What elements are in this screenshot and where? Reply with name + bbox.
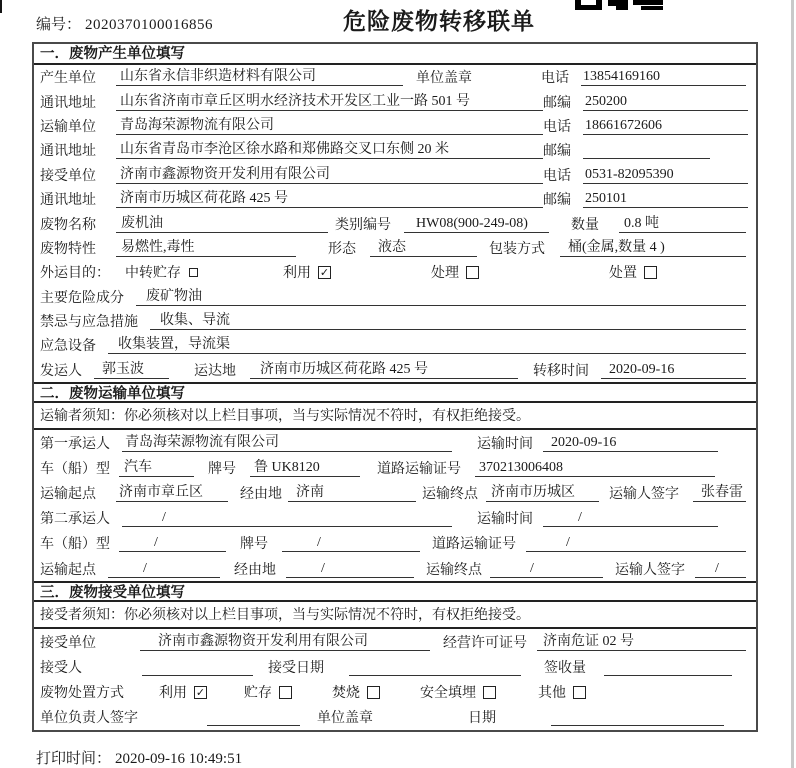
vehicle-type-label: 车（船）型 (40, 461, 110, 477)
quantity-field: 0.8 吨 (619, 215, 746, 233)
permit-label: 经营许可证号 (443, 635, 527, 651)
equipment-field: 收集装置，导流渠 (108, 336, 746, 354)
permit-field: 济南危证 02 号 (537, 633, 746, 651)
accept-date-field (349, 658, 521, 676)
option-label: 安全填埋 (420, 686, 476, 702)
serial-number: 2020370100016856 (85, 17, 214, 33)
unit-seal-label: 单位盖章 (317, 711, 373, 727)
carrier1-label: 第一承运人 (40, 436, 110, 452)
endpoint-field: 济南市历城区 (486, 484, 599, 502)
disposal-option-utilize (159, 682, 207, 702)
print-time-label: 打印时间： (36, 751, 112, 767)
quantity-label: 数量 (571, 217, 599, 233)
endpoint-field: / (490, 560, 603, 578)
equipment-label: 应急设备 (40, 339, 96, 355)
checkbox-icon[interactable] (466, 266, 479, 279)
checkbox-icon[interactable] (189, 268, 198, 277)
transport-time-field: 2020-09-16 (543, 434, 718, 452)
checkbox-icon[interactable] (573, 686, 586, 699)
character-field: 易燃性,毒性 (116, 239, 296, 257)
endpoint-label: 运输终点 (426, 562, 482, 578)
row-vehicle1 (34, 455, 756, 480)
zip-label: 邮编 (543, 193, 571, 209)
acceptor-label: 接受人 (40, 660, 82, 676)
transporter-sign-label: 运输人签字 (609, 487, 679, 503)
hazard-field: 废矿物油 (136, 288, 746, 306)
page-edge-line (791, 0, 794, 768)
row-producer-address (34, 89, 756, 113)
receiver-notice: 接受者须知：你必须核对以上栏目事项，当与实际情况不符时，有权拒绝接受。 (34, 602, 756, 629)
form-label: 形态 (328, 241, 356, 257)
unit-seal-label: 单位盖章 (416, 71, 472, 87)
transfer-time-label: 转移时间 (533, 363, 589, 379)
section-transporter (34, 382, 756, 581)
option-label: 利用 (283, 266, 311, 282)
row-disposal-method (34, 680, 756, 705)
section-1-heading: 一．废物产生单位填写 (34, 44, 756, 65)
receive-unit-label: 接受单位 (40, 635, 96, 651)
row-route2 (34, 556, 756, 581)
producer-name-field: 山东省永信非织造材料有限公司 (116, 68, 403, 86)
transport-time-field: / (543, 509, 718, 527)
origin-label: 运输起点 (40, 487, 96, 503)
purpose-label: 外运目的： (40, 266, 110, 282)
carrier2-label: 第二承运人 (40, 512, 110, 528)
row-route1 (34, 480, 756, 505)
row-producer (34, 65, 756, 89)
disposal-method-label: 废物处置方式 (40, 686, 124, 702)
option-label: 处置 (609, 266, 637, 282)
transporter-address-field: 山东省青岛市李沧区徐水路和郑佛路交叉口东侧 20 米 (116, 141, 543, 159)
disposal-option-incinerate (332, 682, 380, 702)
address-label: 通讯地址 (40, 95, 96, 111)
producer-label: 产生单位 (40, 71, 96, 87)
row-waste-name (34, 211, 756, 235)
received-qty-field (604, 658, 732, 676)
phone-label: 电话 (543, 119, 571, 135)
destination-label: 运达地 (194, 363, 236, 379)
address-label: 通讯地址 (40, 144, 96, 160)
via-field: 济南 (288, 484, 416, 502)
purpose-option-treat (431, 262, 479, 282)
character-label: 废物特性 (40, 241, 96, 257)
receiver-name-field: 济南市鑫源物资开发利用有限公司 (116, 166, 543, 184)
transfer-time-field: 2020-09-16 (601, 361, 746, 379)
via-field: / (286, 560, 414, 578)
purpose-option-transfer-storage (125, 262, 198, 282)
phone-label: 电话 (541, 71, 569, 87)
producer-zip-field: 250200 (583, 93, 748, 111)
disposal-option-other (538, 682, 586, 702)
waste-name-field: 废机油 (116, 215, 328, 233)
row-transporter (34, 114, 756, 138)
disposal-option-landfill (420, 682, 496, 702)
producer-phone-field: 13854169160 (581, 68, 746, 86)
row-vehicle2 (34, 531, 756, 556)
road-license-label: 道路运输证号 (377, 461, 461, 477)
contraindication-label: 禁忌与应急措施 (40, 315, 138, 331)
origin-field: 济南市章丘区 (116, 484, 228, 502)
row-manager-sign (34, 705, 756, 730)
road-license-field: 370213006408 (475, 459, 715, 477)
purpose-option-dispose (609, 262, 657, 282)
transport-time-label: 运输时间 (477, 436, 533, 452)
endpoint-label: 运输终点 (422, 487, 478, 503)
category-code-label: 类别编号 (335, 217, 391, 233)
transporter-label: 运输单位 (40, 119, 96, 135)
page-title: 危险废物转移联单 (343, 9, 535, 34)
vehicle-type-label: 车（船）型 (40, 537, 110, 553)
receiver-phone-field: 0531-82095390 (583, 166, 748, 184)
option-label: 中转贮存 (125, 266, 181, 282)
section-2-heading: 二．废物运输单位填写 (34, 382, 756, 403)
row-receive-unit (34, 629, 756, 654)
date-label: 日期 (468, 711, 496, 727)
transporter-zip-field (583, 141, 710, 159)
received-qty-label: 签收量 (544, 660, 586, 676)
transporter-phone-field: 18661672606 (583, 117, 748, 135)
vehicle-type-field: / (119, 534, 226, 552)
via-label: 经由地 (240, 487, 282, 503)
receiver-address-field: 济南市历城区荷花路 425 号 (116, 190, 543, 208)
row-purpose (34, 260, 756, 284)
origin-label: 运输起点 (40, 562, 96, 578)
checkbox-checked-icon[interactable]: ✓ (319, 266, 330, 279)
row-contraindication (34, 309, 756, 333)
date-field (551, 708, 724, 726)
category-code-field: HW08(900-249-08) (404, 215, 549, 233)
zip-label: 邮编 (543, 144, 571, 160)
receiver-zip-field: 250101 (583, 190, 748, 208)
transport-time-label: 运输时间 (477, 512, 533, 528)
address-label: 通讯地址 (40, 193, 96, 209)
transporter-notice: 运输者须知：你必须核对以上栏目事项，当与实际情况不符时，有权拒绝接受。 (34, 403, 756, 430)
disposal-option-storage (244, 682, 292, 702)
option-label: 利用 (159, 686, 187, 702)
origin-field: / (108, 560, 220, 578)
option-label: 其他 (538, 686, 566, 702)
transporter-sign-field: / (695, 560, 746, 578)
row-equipment (34, 333, 756, 357)
plate-field: / (282, 534, 420, 552)
road-license-label: 道路运输证号 (432, 537, 516, 553)
purpose-option-utilize (283, 262, 331, 282)
plate-label: 牌号 (240, 537, 268, 553)
packaging-label: 包装方式 (489, 241, 545, 257)
waste-name-label: 废物名称 (40, 217, 96, 233)
zip-label: 邮编 (543, 95, 571, 111)
destination-field: 济南市历城区荷花路 425 号 (250, 361, 518, 379)
transporter-sign-label: 运输人签字 (615, 562, 685, 578)
manager-sign-label: 单位负责人签字 (40, 711, 138, 727)
option-label: 处理 (431, 266, 459, 282)
section-3-heading: 三．废物接受单位填写 (34, 581, 756, 602)
plate-field: 鲁 UK8120 (250, 459, 360, 477)
packaging-field: 桶(金属,数量 4 ) (560, 239, 746, 257)
via-label: 经由地 (234, 562, 276, 578)
row-receiver-address (34, 187, 756, 211)
road-license-field: / (526, 534, 746, 552)
phone-label: 电话 (543, 168, 571, 184)
accept-date-label: 接受日期 (268, 660, 324, 676)
checkbox-checked-icon[interactable]: ✓ (195, 686, 206, 699)
shipper-field: 郭玉波 (94, 361, 169, 379)
carrier1-field: 青岛海荣源物流有限公司 (122, 434, 452, 452)
section-receiver (34, 581, 756, 730)
row-carrier1 (34, 430, 756, 455)
row-waste-character (34, 236, 756, 260)
acceptor-field (142, 658, 253, 676)
carrier2-field: / (122, 509, 452, 527)
receive-unit-field: 济南市鑫源物资开发利用有限公司 (140, 633, 430, 651)
checkbox-icon[interactable] (367, 686, 380, 699)
transporter-sign-field: 张春雷 (693, 484, 746, 502)
receiver-label: 接受单位 (40, 168, 96, 184)
row-acceptor (34, 654, 756, 679)
checkbox-icon[interactable] (483, 686, 496, 699)
print-time-line (36, 747, 242, 768)
contraindication-field: 收集、导流 (150, 312, 746, 330)
plate-label: 牌号 (208, 461, 236, 477)
vehicle-type-field: 汽车 (119, 459, 194, 477)
producer-address-field: 山东省济南市章丘区明水经济技术开发区工业一路 501 号 (116, 93, 543, 111)
hazard-label: 主要危险成分 (40, 290, 124, 306)
serial-label: 编号： (36, 17, 82, 33)
transporter-name-field: 青岛海荣源物流有限公司 (116, 117, 543, 135)
print-time-value: 2020-09-16 10:49:51 (115, 751, 243, 767)
section-producer (34, 44, 756, 382)
row-receiver (34, 163, 756, 187)
form-field: 液态 (370, 239, 477, 257)
option-label: 贮存 (244, 686, 272, 702)
manifest-form (32, 42, 758, 732)
checkbox-icon[interactable] (279, 686, 292, 699)
row-carrier2 (34, 506, 756, 531)
manager-sign-field (207, 708, 300, 726)
checkbox-icon[interactable] (644, 266, 657, 279)
row-hazard (34, 285, 756, 309)
option-label: 焚烧 (332, 686, 360, 702)
row-transporter-address (34, 138, 756, 162)
row-shipper (34, 358, 756, 382)
shipper-label: 发运人 (40, 363, 82, 379)
